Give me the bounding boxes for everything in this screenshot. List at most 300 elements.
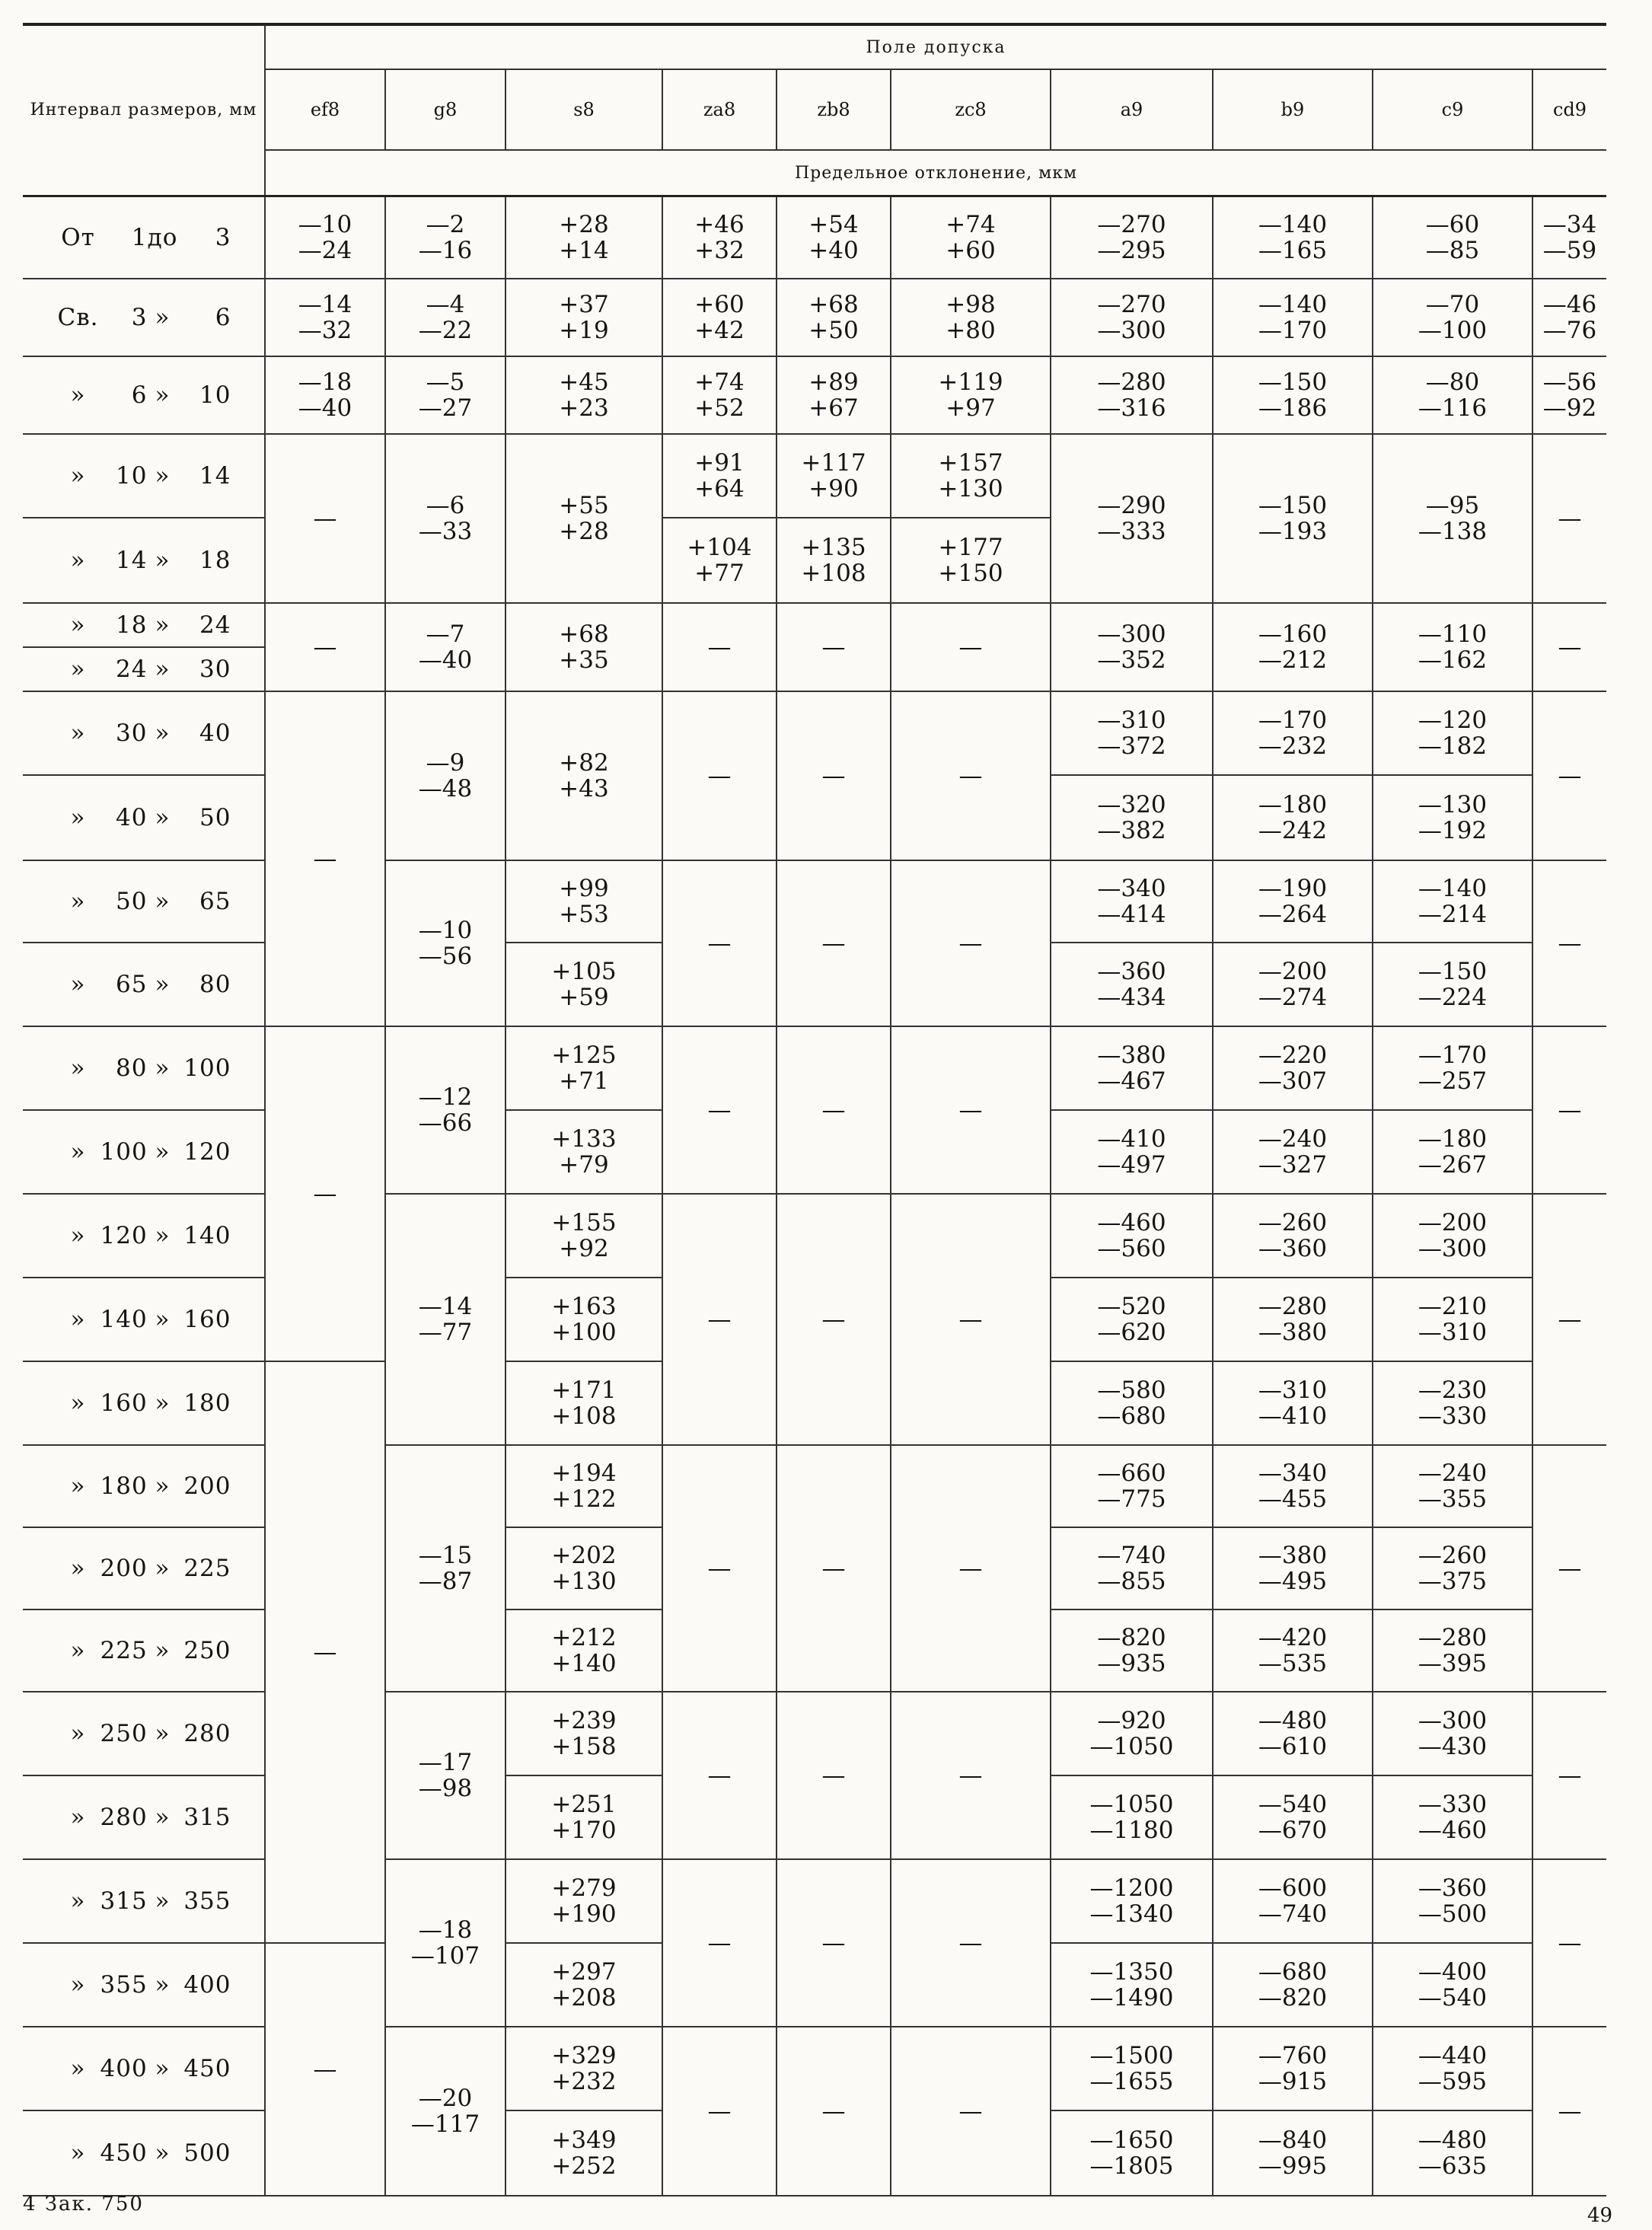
upper-deviation: —440 xyxy=(1418,2041,1488,2069)
interval-from: 250 xyxy=(100,1719,148,1747)
upper-deviation: —80 xyxy=(1425,368,1480,396)
lower-deviation: +108 xyxy=(551,1402,617,1430)
empty-dash: — xyxy=(1558,633,1582,661)
lower-deviation: —333 xyxy=(1097,517,1166,545)
interval-pre: » xyxy=(70,1305,86,1333)
empty-dash: — xyxy=(821,1096,846,1124)
value-cell-c9 xyxy=(1373,1527,1532,1609)
value-cell-s8 xyxy=(505,1278,662,1361)
upper-deviation: +119 xyxy=(938,368,1003,396)
lower-deviation: —182 xyxy=(1418,732,1488,760)
lower-deviation: —107 xyxy=(410,1941,480,1970)
interval-mid: » xyxy=(155,803,171,831)
upper-deviation: —1050 xyxy=(1089,1790,1174,1818)
value-cell-g8 xyxy=(385,603,505,691)
upper-deviation: —240 xyxy=(1418,1459,1488,1487)
interval-pre: » xyxy=(70,719,86,747)
value-cell-zc8 xyxy=(891,603,1051,691)
lower-deviation: —820 xyxy=(1258,1983,1328,2011)
lower-deviation: —77 xyxy=(418,1318,473,1346)
empty-dash: — xyxy=(707,761,732,790)
upper-deviation: +46 xyxy=(694,210,745,238)
value-cell-cd9 xyxy=(1532,860,1606,1026)
value-cell-zc8 xyxy=(891,1194,1051,1445)
upper-deviation: +99 xyxy=(559,874,609,902)
lower-deviation: —257 xyxy=(1418,1067,1488,1095)
interval-from: 160 xyxy=(100,1389,148,1417)
interval-pre: От xyxy=(61,223,95,251)
interval-pre: » xyxy=(70,2139,86,2167)
lower-deviation: —434 xyxy=(1097,983,1166,1011)
value-cell-a9 xyxy=(1051,691,1213,775)
empty-dash: — xyxy=(821,929,846,957)
empty-dash: — xyxy=(958,1096,983,1124)
lower-deviation: —85 xyxy=(1425,236,1480,264)
lower-deviation: +170 xyxy=(551,1816,617,1844)
upper-deviation: —7 xyxy=(426,620,465,648)
upper-deviation: +105 xyxy=(551,957,617,985)
lower-deviation: —1490 xyxy=(1089,1983,1174,2011)
upper-deviation: —180 xyxy=(1258,790,1328,818)
upper-deviation: —920 xyxy=(1097,1706,1166,1734)
upper-deviation: —120 xyxy=(1418,706,1488,734)
upper-deviation: —5 xyxy=(426,368,465,396)
interval-from: 280 xyxy=(100,1803,148,1831)
value-cell-ef8 xyxy=(265,1026,385,1361)
value-cell-b9 xyxy=(1213,1110,1373,1194)
value-cell-zc8 xyxy=(891,434,1051,518)
value-cell-zb8 xyxy=(777,1194,891,1445)
empty-dash: — xyxy=(958,761,983,790)
value-cell-c9 xyxy=(1373,1194,1532,1278)
lower-deviation: +232 xyxy=(551,2067,617,2095)
upper-deviation: —210 xyxy=(1418,1292,1488,1320)
value-cell-b9 xyxy=(1213,943,1373,1026)
footer-order-note: 4 Зак. 750 xyxy=(23,2193,144,2216)
tolerance-field-header: Поле допуска xyxy=(265,24,1606,69)
value-cell-s8 xyxy=(505,1859,662,1943)
lower-deviation: —670 xyxy=(1258,1816,1328,1844)
empty-dash: — xyxy=(707,2097,732,2125)
interval-to: 355 xyxy=(183,1887,231,1915)
column-header-b9: b9 xyxy=(1213,69,1373,150)
lower-deviation: —935 xyxy=(1097,1649,1166,1677)
interval-pre: » xyxy=(70,1803,86,1831)
interval-header-label: Интервал размеров, мм xyxy=(30,100,257,120)
lower-deviation: —22 xyxy=(418,316,473,344)
value-cell-s8 xyxy=(505,1026,662,1110)
value-cell-za8 xyxy=(662,1859,777,2027)
value-cell-zc8 xyxy=(891,1692,1051,1859)
upper-deviation: —340 xyxy=(1097,874,1166,902)
value-cell-a9 xyxy=(1051,279,1213,356)
table-row xyxy=(23,1692,1606,1775)
upper-deviation: —1200 xyxy=(1089,1874,1174,1902)
lower-deviation: —264 xyxy=(1258,900,1328,928)
upper-deviation: +68 xyxy=(808,290,859,318)
lower-deviation: —24 xyxy=(298,236,352,264)
upper-deviation: +45 xyxy=(559,368,609,396)
table-row xyxy=(23,1026,1606,1110)
lower-deviation: +53 xyxy=(559,900,609,928)
empty-dash: — xyxy=(1558,929,1582,957)
value-cell-ef8 xyxy=(265,603,385,691)
value-cell-b9 xyxy=(1213,279,1373,356)
interval-to: 24 xyxy=(199,611,231,639)
lower-deviation: —40 xyxy=(418,646,473,674)
interval-pre: » xyxy=(70,1137,86,1166)
value-cell-g8 xyxy=(385,691,505,860)
interval-to: 18 xyxy=(199,546,231,574)
interval-pre: Св. xyxy=(57,303,99,331)
upper-deviation: —260 xyxy=(1418,1541,1488,1569)
interval-to: 225 xyxy=(183,1554,231,1582)
lower-deviation: —87 xyxy=(418,1567,473,1595)
value-cell-a9 xyxy=(1051,1609,1213,1692)
value-cell-zb8 xyxy=(777,603,891,691)
upper-deviation: —600 xyxy=(1258,1874,1328,1902)
value-cell-zb8 xyxy=(777,518,891,603)
interval-to: 250 xyxy=(183,1636,231,1664)
value-cell-s8 xyxy=(505,1361,662,1445)
interval-mid: » xyxy=(155,381,171,409)
upper-deviation: —70 xyxy=(1425,290,1480,318)
upper-deviation: —46 xyxy=(1542,290,1597,318)
column-header-ef8: ef8 xyxy=(310,99,340,120)
upper-deviation: +91 xyxy=(694,448,745,477)
value-cell-b9 xyxy=(1213,1527,1373,1609)
table-row xyxy=(23,2027,1606,2110)
value-cell-b9 xyxy=(1213,1278,1373,1361)
page-number: 49 xyxy=(1587,2204,1613,2227)
upper-deviation: —10 xyxy=(418,916,473,944)
empty-dash: — xyxy=(707,1929,732,1957)
interval-cell xyxy=(23,775,265,860)
lower-deviation: —560 xyxy=(1097,1234,1166,1262)
lower-deviation: —138 xyxy=(1418,517,1488,545)
interval-cell xyxy=(23,2110,265,2196)
upper-deviation: —20 xyxy=(418,2084,473,2112)
tolerance-table-sheet xyxy=(23,23,1606,2197)
value-cell-a9 xyxy=(1051,1110,1213,1194)
lower-deviation: —40 xyxy=(298,394,352,422)
interval-to: 65 xyxy=(199,887,231,915)
upper-deviation: —310 xyxy=(1097,706,1166,734)
interval-mid: » xyxy=(155,970,171,998)
lower-deviation: —48 xyxy=(418,774,473,802)
interval-from: 14 xyxy=(116,546,148,574)
lower-deviation: +252 xyxy=(551,2152,617,2180)
value-cell-a9 xyxy=(1051,356,1213,434)
value-cell-a9 xyxy=(1051,196,1213,279)
upper-deviation: —15 xyxy=(418,1541,473,1569)
lower-deviation: +23 xyxy=(559,394,609,422)
value-cell-c9 xyxy=(1373,1445,1532,1527)
table-row xyxy=(23,691,1606,775)
lower-deviation: —16 xyxy=(418,236,473,264)
lower-deviation: —635 xyxy=(1418,2152,1488,2180)
lower-deviation: —307 xyxy=(1258,1067,1328,1095)
lower-deviation: +77 xyxy=(694,559,745,587)
upper-deviation: —260 xyxy=(1258,1208,1328,1236)
upper-deviation: +212 xyxy=(551,1623,617,1651)
value-cell-za8 xyxy=(662,1026,777,1194)
upper-deviation: —170 xyxy=(1418,1041,1488,1069)
value-cell-s8 xyxy=(505,2027,662,2110)
upper-deviation: —360 xyxy=(1418,1874,1488,1902)
value-cell-a9 xyxy=(1051,1775,1213,1859)
upper-deviation: +251 xyxy=(551,1790,617,1818)
interval-cell xyxy=(23,196,265,279)
lower-deviation: —165 xyxy=(1258,236,1328,264)
value-cell-a9 xyxy=(1051,1445,1213,1527)
value-cell-c9 xyxy=(1373,1278,1532,1361)
lower-deviation: —540 xyxy=(1418,1983,1488,2011)
lower-deviation: +158 xyxy=(551,1732,617,1760)
value-cell-b9 xyxy=(1213,434,1373,603)
empty-dash: — xyxy=(958,1929,983,1957)
value-cell-b9 xyxy=(1213,1943,1373,2027)
value-cell-b9 xyxy=(1213,356,1373,434)
interval-mid: » xyxy=(155,1389,171,1417)
upper-deviation: +163 xyxy=(551,1292,617,1320)
interval-mid: » xyxy=(155,1054,171,1082)
upper-deviation: —140 xyxy=(1418,874,1488,902)
lower-deviation: +32 xyxy=(694,236,745,264)
table-row xyxy=(23,603,1606,647)
value-cell-b9 xyxy=(1213,1194,1373,1278)
interval-from: 315 xyxy=(100,1887,148,1915)
interval-mid: » xyxy=(155,719,171,747)
upper-deviation: —1650 xyxy=(1089,2126,1174,2154)
lower-deviation: —192 xyxy=(1418,816,1488,844)
empty-dash: — xyxy=(1558,1929,1582,1957)
upper-deviation: +177 xyxy=(938,533,1003,561)
interval-pre: » xyxy=(70,887,86,915)
interval-cell xyxy=(23,647,265,691)
upper-deviation: —240 xyxy=(1258,1125,1328,1153)
upper-deviation: —330 xyxy=(1418,1790,1488,1818)
value-cell-c9 xyxy=(1373,1775,1532,1859)
upper-deviation: +297 xyxy=(551,1957,617,1986)
upper-deviation: —10 xyxy=(298,210,352,238)
interval-from: 120 xyxy=(100,1221,148,1249)
value-cell-za8 xyxy=(662,356,777,434)
interval-cell xyxy=(23,860,265,943)
interval-to: 14 xyxy=(199,461,231,490)
empty-dash: — xyxy=(707,1096,732,1124)
upper-deviation: —180 xyxy=(1418,1125,1488,1153)
upper-deviation: —300 xyxy=(1418,1706,1488,1734)
value-cell-cd9 xyxy=(1532,1692,1606,1859)
lower-deviation: —116 xyxy=(1418,394,1488,422)
value-cell-za8 xyxy=(662,1445,777,1692)
lower-deviation: —355 xyxy=(1418,1485,1488,1513)
interval-cell xyxy=(23,1527,265,1609)
interval-to: 10 xyxy=(199,381,231,409)
upper-deviation: —380 xyxy=(1097,1041,1166,1069)
lower-deviation: +28 xyxy=(559,517,609,545)
value-cell-c9 xyxy=(1373,943,1532,1026)
lower-deviation: —1655 xyxy=(1089,2067,1174,2095)
empty-dash: — xyxy=(1558,1305,1582,1333)
value-cell-s8 xyxy=(505,356,662,434)
value-cell-b9 xyxy=(1213,1445,1373,1527)
interval-mid: » xyxy=(155,1636,171,1664)
column-header-cd9: cd9 xyxy=(1532,69,1606,150)
lower-deviation: +35 xyxy=(559,646,609,674)
value-cell-a9 xyxy=(1051,1361,1213,1445)
empty-dash: — xyxy=(958,2097,983,2125)
lower-deviation: —460 xyxy=(1418,1816,1488,1844)
value-cell-zb8 xyxy=(777,691,891,860)
empty-dash: — xyxy=(821,1305,846,1333)
lower-deviation: —33 xyxy=(418,517,473,545)
value-cell-zc8 xyxy=(891,1445,1051,1692)
upper-deviation: —540 xyxy=(1258,1790,1328,1818)
value-cell-ef8 xyxy=(265,279,385,356)
empty-dash: — xyxy=(1558,1761,1582,1789)
value-cell-zc8 xyxy=(891,279,1051,356)
table-row xyxy=(23,196,1606,279)
upper-deviation: —18 xyxy=(418,1916,473,1944)
lower-deviation: —455 xyxy=(1258,1485,1328,1513)
value-cell-cd9 xyxy=(1532,2027,1606,2196)
empty-dash: — xyxy=(1558,1096,1582,1124)
interval-from: 80 xyxy=(116,1054,148,1082)
interval-mid: » xyxy=(155,1970,171,1999)
lower-deviation: —372 xyxy=(1097,732,1166,760)
value-cell-zc8 xyxy=(891,860,1051,1026)
value-cell-zc8 xyxy=(891,196,1051,279)
empty-dash: — xyxy=(958,1305,983,1333)
empty-dash: — xyxy=(1558,1554,1582,1582)
empty-dash: — xyxy=(821,633,846,661)
interval-from: 180 xyxy=(100,1472,148,1500)
lower-deviation: —59 xyxy=(1542,236,1597,264)
interval-cell xyxy=(23,603,265,647)
upper-deviation: —480 xyxy=(1258,1706,1328,1734)
upper-deviation: —270 xyxy=(1097,290,1166,318)
lower-deviation: +59 xyxy=(559,983,609,1011)
lower-deviation: —497 xyxy=(1097,1150,1166,1179)
value-cell-s8 xyxy=(505,196,662,279)
interval-cell xyxy=(23,1026,265,1110)
value-cell-zb8 xyxy=(777,860,891,1026)
upper-deviation: +157 xyxy=(938,448,1003,477)
value-cell-b9 xyxy=(1213,1692,1373,1775)
lower-deviation: +190 xyxy=(551,1900,617,1928)
interval-mid: » xyxy=(155,655,171,683)
interval-from: 200 xyxy=(100,1554,148,1582)
interval-cell xyxy=(23,1609,265,1692)
value-cell-zb8 xyxy=(777,1692,891,1859)
lower-deviation: —535 xyxy=(1258,1649,1328,1677)
interval-pre: » xyxy=(70,611,86,639)
lower-deviation: +71 xyxy=(559,1067,609,1095)
interval-to: 280 xyxy=(183,1719,231,1747)
lower-deviation: +97 xyxy=(946,394,996,422)
upper-deviation: —1500 xyxy=(1089,2041,1174,2069)
interval-pre: » xyxy=(70,1389,86,1417)
interval-pre: » xyxy=(70,1554,86,1582)
empty-dash: — xyxy=(707,1554,732,1582)
upper-deviation: —14 xyxy=(298,290,352,318)
column-header-g8: g8 xyxy=(385,69,505,150)
lower-deviation: —855 xyxy=(1097,1567,1166,1595)
value-cell-s8 xyxy=(505,1194,662,1278)
upper-deviation: —740 xyxy=(1097,1541,1166,1569)
interval-mid: » xyxy=(155,1472,171,1500)
interval-to: 120 xyxy=(183,1137,231,1166)
upper-deviation: —130 xyxy=(1418,790,1488,818)
interval-from: 50 xyxy=(116,887,148,915)
interval-from: 6 xyxy=(131,381,148,409)
value-cell-a9 xyxy=(1051,603,1213,691)
value-cell-c9 xyxy=(1373,2110,1532,2196)
value-cell-zb8 xyxy=(777,1859,891,2027)
value-cell-b9 xyxy=(1213,196,1373,279)
empty-dash: — xyxy=(313,1638,337,1666)
value-cell-c9 xyxy=(1373,1361,1532,1445)
lower-deviation: +50 xyxy=(808,316,859,344)
value-cell-za8 xyxy=(662,196,777,279)
interval-mid: » xyxy=(155,303,171,331)
lower-deviation: +40 xyxy=(808,236,859,264)
upper-deviation: —4 xyxy=(426,290,465,318)
upper-deviation: +60 xyxy=(694,290,745,318)
value-cell-ef8 xyxy=(265,691,385,1026)
column-header-zb8: zb8 xyxy=(777,69,891,150)
value-cell-za8 xyxy=(662,434,777,518)
value-cell-a9 xyxy=(1051,434,1213,603)
interval-cell xyxy=(23,943,265,1026)
value-cell-cd9 xyxy=(1532,1445,1606,1692)
empty-dash: — xyxy=(821,1929,846,1957)
upper-deviation: —9 xyxy=(426,748,465,777)
value-cell-c9 xyxy=(1373,2027,1532,2110)
lower-deviation: —310 xyxy=(1418,1318,1488,1346)
empty-dash: — xyxy=(958,633,983,661)
upper-deviation: —2 xyxy=(426,210,465,238)
interval-mid: » xyxy=(155,1554,171,1582)
lower-deviation: —224 xyxy=(1418,983,1488,1011)
interval-to: 450 xyxy=(183,2054,231,2082)
interval-cell xyxy=(23,518,265,603)
value-cell-s8 xyxy=(505,603,662,691)
deviation-header: Предельное отклонение, мкм xyxy=(265,150,1606,196)
value-cell-za8 xyxy=(662,1692,777,1859)
empty-dash: — xyxy=(958,1761,983,1789)
lower-deviation: —66 xyxy=(418,1109,473,1137)
value-cell-b9 xyxy=(1213,603,1373,691)
lower-deviation: —375 xyxy=(1418,1567,1488,1595)
value-cell-cd9 xyxy=(1532,1026,1606,1194)
empty-dash: — xyxy=(958,929,983,957)
table-row xyxy=(23,434,1606,518)
lower-deviation: —242 xyxy=(1258,816,1328,844)
upper-deviation: —360 xyxy=(1097,957,1166,985)
upper-deviation: —660 xyxy=(1097,1459,1166,1487)
interval-mid: до xyxy=(147,223,178,251)
lower-deviation: —1180 xyxy=(1089,1816,1174,1844)
lower-deviation: —382 xyxy=(1097,816,1166,844)
value-cell-g8 xyxy=(385,434,505,603)
interval-from: 355 xyxy=(100,1970,148,1999)
interval-mid: » xyxy=(155,1305,171,1333)
interval-mid: » xyxy=(155,1137,171,1166)
interval-cell xyxy=(23,279,265,356)
